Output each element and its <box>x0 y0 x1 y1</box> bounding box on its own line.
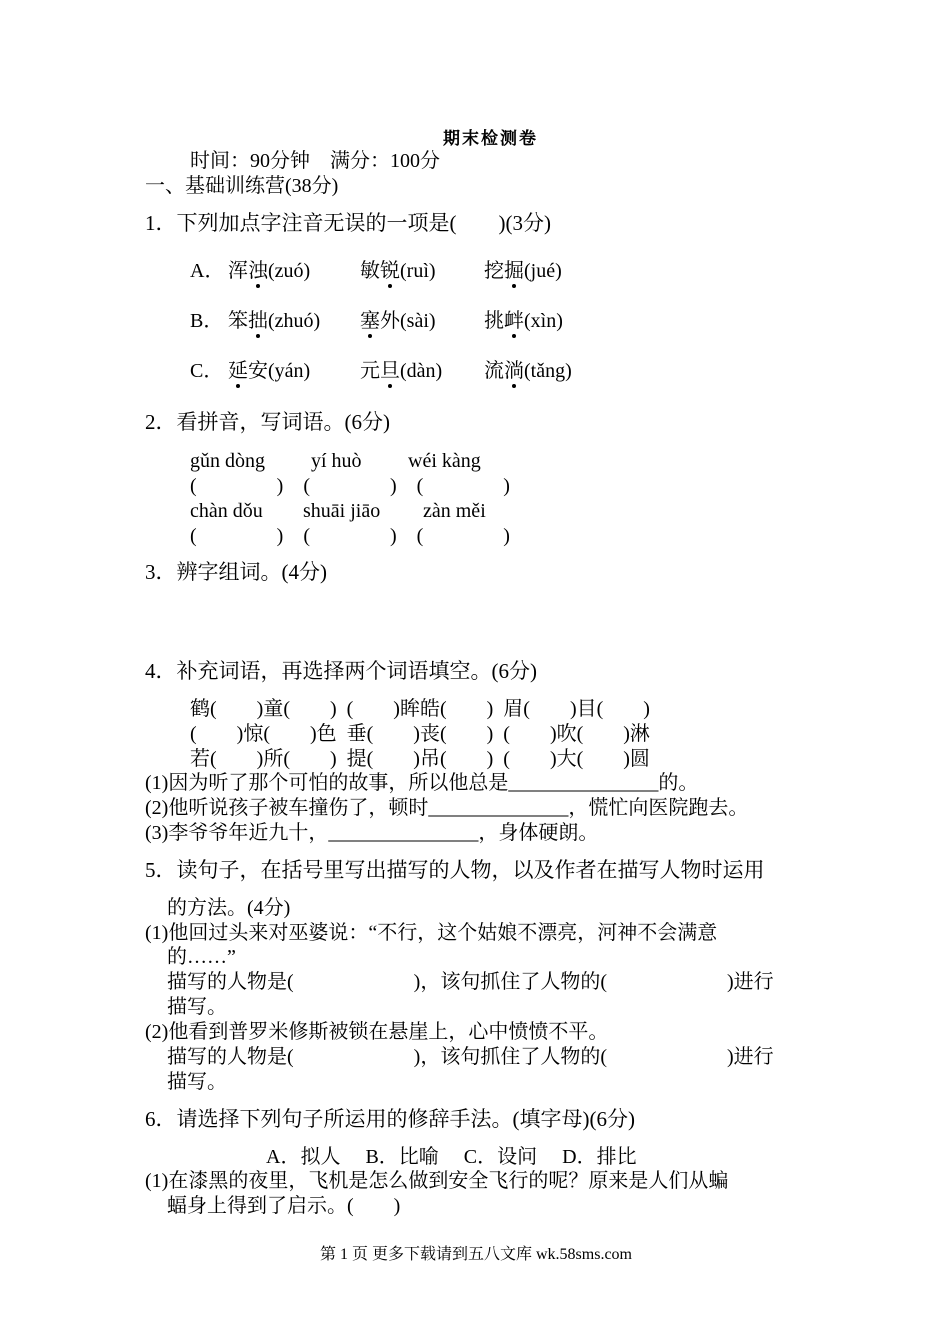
q4-idiom-row: 鹤( )童( ) ( )眸皓( ) 眉( )目( ) <box>190 698 650 720</box>
q4-idiom-row: ( )惊( )色 垂( )丧( ) ( )吹( )淋 <box>190 723 650 745</box>
q1-option-a-word1: 浑浊(zuó) <box>228 260 311 282</box>
q5-answer-line-cont: 描写。 <box>167 996 227 1018</box>
q1-option-a-word3: 挖掘(jué) <box>484 260 562 282</box>
q2-pinyin-3: wéi kàng <box>408 450 481 472</box>
q5-answer-line: 描写的人物是( )，该句抓住了人物的( )进行 <box>167 1046 774 1068</box>
q4-fill-sentence: (3)李爷爷年近九十，_______________，身体硬朗。 <box>145 822 599 844</box>
q4-stem: 4．补充词语，再选择两个词语填空。(6分) <box>145 659 537 683</box>
time-score-line: 时间：90分钟 满分：100分 <box>190 150 440 172</box>
q1-option-c-word3: 流淌(tǎng) <box>484 360 572 382</box>
q1-option-c-letter: C． <box>190 360 224 382</box>
q4-fill-sentence: (1)因为听了那个可怕的故事，所以他总是_______________的。 <box>145 772 699 794</box>
q2-pinyin-1: gǔn dòng <box>190 450 265 472</box>
q5-stem: 5．读句子，在括号里写出描写的人物，以及作者在描写人物时运用 <box>145 858 765 882</box>
q5-sentence-1-cont: 的……” <box>167 946 236 968</box>
q2-blanks-row2: ( ) ( ) ( ) <box>190 525 510 547</box>
q1-option-c-word1: 延安(yán) <box>228 360 311 382</box>
q6-sentence-1-cont: 蝠身上得到了启示。( ) <box>167 1195 401 1217</box>
q1-option-a-letter: A． <box>190 260 225 282</box>
q4-idiom-row: 若( )所( ) 提( )吊( ) ( )大( )圆 <box>190 748 650 770</box>
section-heading: 一、基础训练营(38分) <box>145 175 339 197</box>
q5-sentence-1: (1)他回过头来对巫婆说：“不行，这个姑娘不漂亮，河神不会满意 <box>145 922 718 944</box>
q3-stem: 3．辨字组词。(4分) <box>145 560 327 584</box>
q2-blanks-row1: ( ) ( ) ( ) <box>190 475 510 497</box>
q5-answer-line-cont: 描写。 <box>167 1071 227 1093</box>
q2-pinyin-5: shuāi jiāo <box>303 500 381 522</box>
q6-sentence-1: (1)在漆黑的夜里，飞机是怎么做到安全飞行的呢？原来是人们从蝙 <box>145 1170 729 1192</box>
q2-pinyin-2: yí huò <box>311 450 362 472</box>
q1-option-b-word3: 挑衅(xìn) <box>484 310 563 332</box>
q2-pinyin-4: chàn dǒu <box>190 500 263 522</box>
q1-option-b-word1: 笨拙(zhuó) <box>228 310 321 332</box>
q1-option-b-word2: 塞外(sài) <box>360 310 436 332</box>
q5-sentence-2: (2)他看到普罗米修斯被锁在悬崖上，心中愤愤不平。 <box>145 1021 609 1043</box>
q1-stem: 1．下列加点字注音无误的一项是( )(3分) <box>145 211 551 235</box>
q1-option-b-letter: B． <box>190 310 224 332</box>
q5-stem-cont: 的方法。(4分) <box>167 897 291 919</box>
page-title: 期末检测卷 <box>443 129 538 148</box>
q2-pinyin-6: zàn měi <box>423 500 486 522</box>
q6-choices: A．拟人 B．比喻 C．设问 D．排比 <box>266 1146 637 1168</box>
q6-stem: 6．请选择下列句子所运用的修辞手法。(填字母)(6分) <box>145 1107 635 1131</box>
q4-fill-sentence: (2)他听说孩子被车撞伤了，顿时______________，慌忙向医院跑去。 <box>145 797 749 819</box>
q2-stem: 2．看拼音，写词语。(6分) <box>145 410 390 434</box>
q1-option-a-word2: 敏锐(ruì) <box>360 260 436 282</box>
q5-answer-line: 描写的人物是( )，该句抓住了人物的( )进行 <box>167 971 774 993</box>
page-footer: 第 1 页 更多下载请到五八文库 wk.58sms.com <box>320 1246 633 1263</box>
q1-option-c-word2: 元旦(dàn) <box>360 360 443 382</box>
